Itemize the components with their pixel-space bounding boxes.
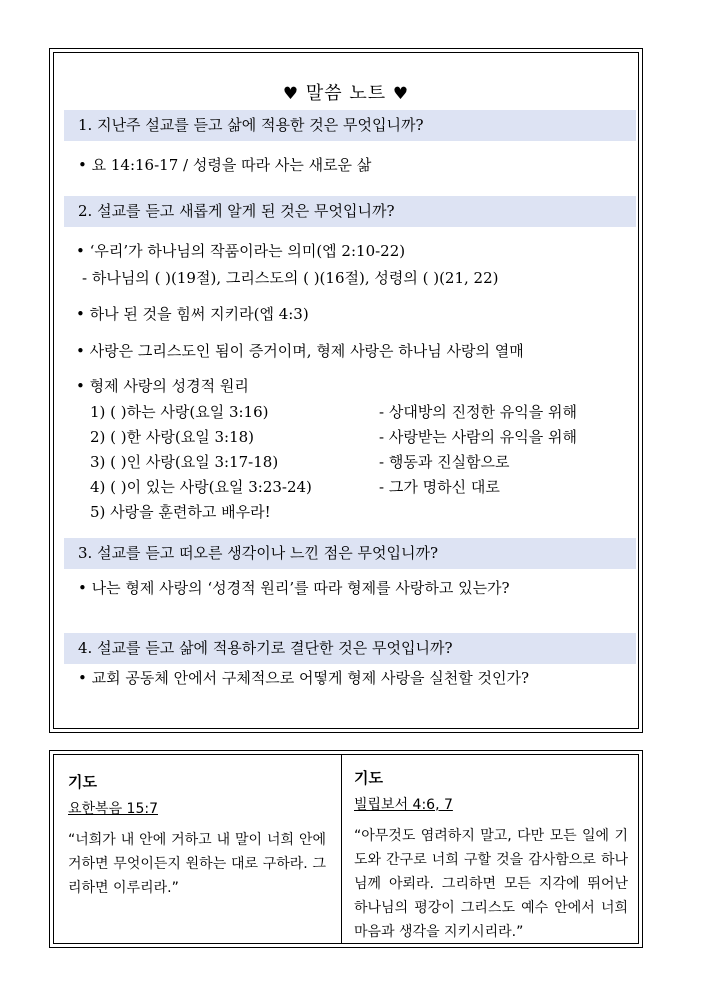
principle-1: 1) ( )하는 사랑(요일 3:16) [90,403,269,421]
question-1-header: 1. 지난주 설교를 듣고 삶에 적용한 것은 무엇입니까? [64,110,636,141]
heart-icon: ♥ [392,84,410,104]
q2-point-4: • 형제 사랑의 성경적 원리 [76,377,249,395]
prayer-verse: “너희가 내 안에 거하고 내 말이 너희 안에 거하면 무엇이든지 원하는 대로 구하라. 그리하면 이루리라.” [68,832,326,896]
q2-point-1: • ‘우리’가 하나님의 작품이라는 의미(엡 2:10-22) [76,242,406,260]
principle-3: 3) ( )인 사랑(요일 3:17-18) [90,453,279,471]
prayer-box [49,750,643,948]
page-title [54,79,638,105]
principle-5: 5) 사랑을 훈련하고 배우라! [90,503,271,521]
prayer-inner-border [53,754,639,944]
prayer-heading: 기도 [354,769,383,787]
principle-3-note: - 행동과 진실함으로 [379,453,510,471]
q2-point-1-blanks: - 하나님의 ( )(19절), 그리스도의 ( )(16절), 성령의 ( )(21, 22) [82,269,499,287]
prayer-left-column [68,771,326,900]
principle-2-note: - 사랑받는 사람의 유익을 위해 [379,428,578,446]
principle-4: 4) ( )이 있는 사랑(요일 3:23-24) [90,478,312,496]
q2-point-2: • 하나 된 것을 힘써 지키라(엡 4:3) [76,305,309,323]
principle-2: 2) ( )한 사랑(요일 3:18) [90,428,255,446]
prayer-reference: 빌립보서 4:6, 7 [354,797,453,813]
question-2-header: 2. 설교를 듣고 새롭게 알게 된 것은 무엇입니까? [64,196,636,227]
question-3-header: 3. 설교를 듣고 떠오른 생각이나 느낀 점은 무엇입니까? [64,538,636,569]
heart-icon: ♥ [282,84,300,104]
prayer-column-divider [341,755,342,943]
sermon-note-box [49,48,643,733]
sermon-note-inner-border [53,52,639,729]
principle-1-note: - 상대방의 진정한 유익을 위해 [379,403,578,421]
prayer-heading: 기도 [68,773,97,791]
prayer-verse: “아무것도 염려하지 말고, 다만 모든 일에 기도와 간구로 너희 구할 것을 감사함으로 하나님께 아뢰라. 그리하면 모든 지각에 뛰어난 하나님의 평강이 그리스도 예수 안에서 너희 마음과 생각을 지키시리라.” [354,828,628,940]
q2-point-3: • 사랑은 그리스도인 됨이 증거이며, 형제 사랑은 하나님 사랑의 열매 [76,342,524,360]
prayer-right-column [354,767,628,944]
question-1-answer: • 요 14:16-17 / 성령을 따라 사는 새로운 삶 [78,156,372,174]
question-3-answer: • 나는 형제 사랑의 ‘성경적 원리’를 따라 형제를 사랑하고 있는가? [78,579,510,597]
page-title-text: 말씀 노트 [305,83,387,104]
principle-4-note: - 그가 명하신 대로 [379,478,500,496]
question-4-answer: • 교회 공동체 안에서 구체적으로 어떻게 형제 사랑을 실천할 것인가? [78,669,530,687]
prayer-reference: 요한복음 15:7 [68,801,158,817]
question-4-header: 4. 설교를 듣고 삶에 적용하기로 결단한 것은 무엇입니까? [64,633,636,664]
